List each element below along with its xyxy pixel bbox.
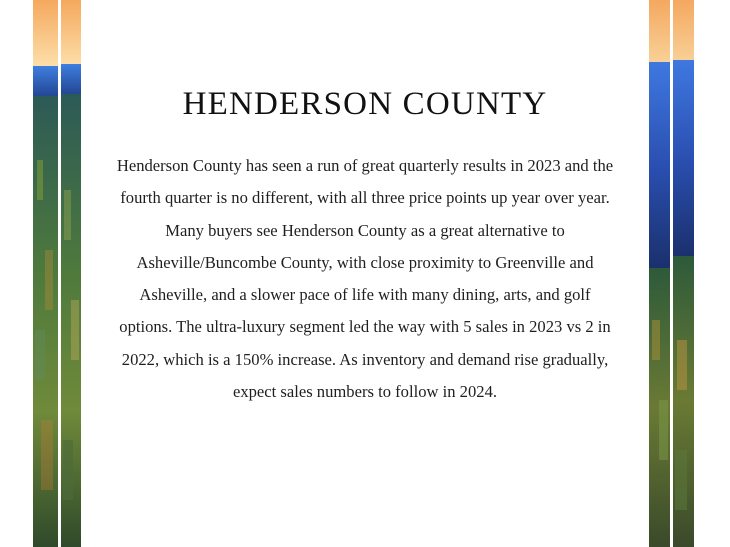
mountain-photo-strip-left-outer	[33, 0, 58, 547]
mountain-landscape-image	[673, 0, 694, 547]
mountain-photo-strip-left-inner	[61, 0, 81, 547]
page-title: HENDERSON COUNTY	[182, 86, 548, 122]
mountain-landscape-image	[33, 0, 58, 547]
mountain-landscape-image	[649, 0, 670, 547]
mountain-photo-strip-right-inner	[649, 0, 670, 547]
mountain-landscape-image	[61, 0, 81, 547]
body-paragraph: Henderson County has seen a run of great quarterly results in 2023 and the fourth quarter is no different, with all three price points up year over year. Many buyers see Henderson County as a great alternative to Asheville/Buncombe County, with close proximity to Greenville and Asheville, and a slower pace of life with many dining, arts, and golf options. The ultra-luxury segment led the way with 5 sales in 2023 vs 2 in 2022, which is a 150% increase. As inventory and demand rise gradually, expect sales numbers to follow in 2024.	[116, 156, 614, 402]
mountain-photo-strip-right-outer	[673, 0, 694, 547]
